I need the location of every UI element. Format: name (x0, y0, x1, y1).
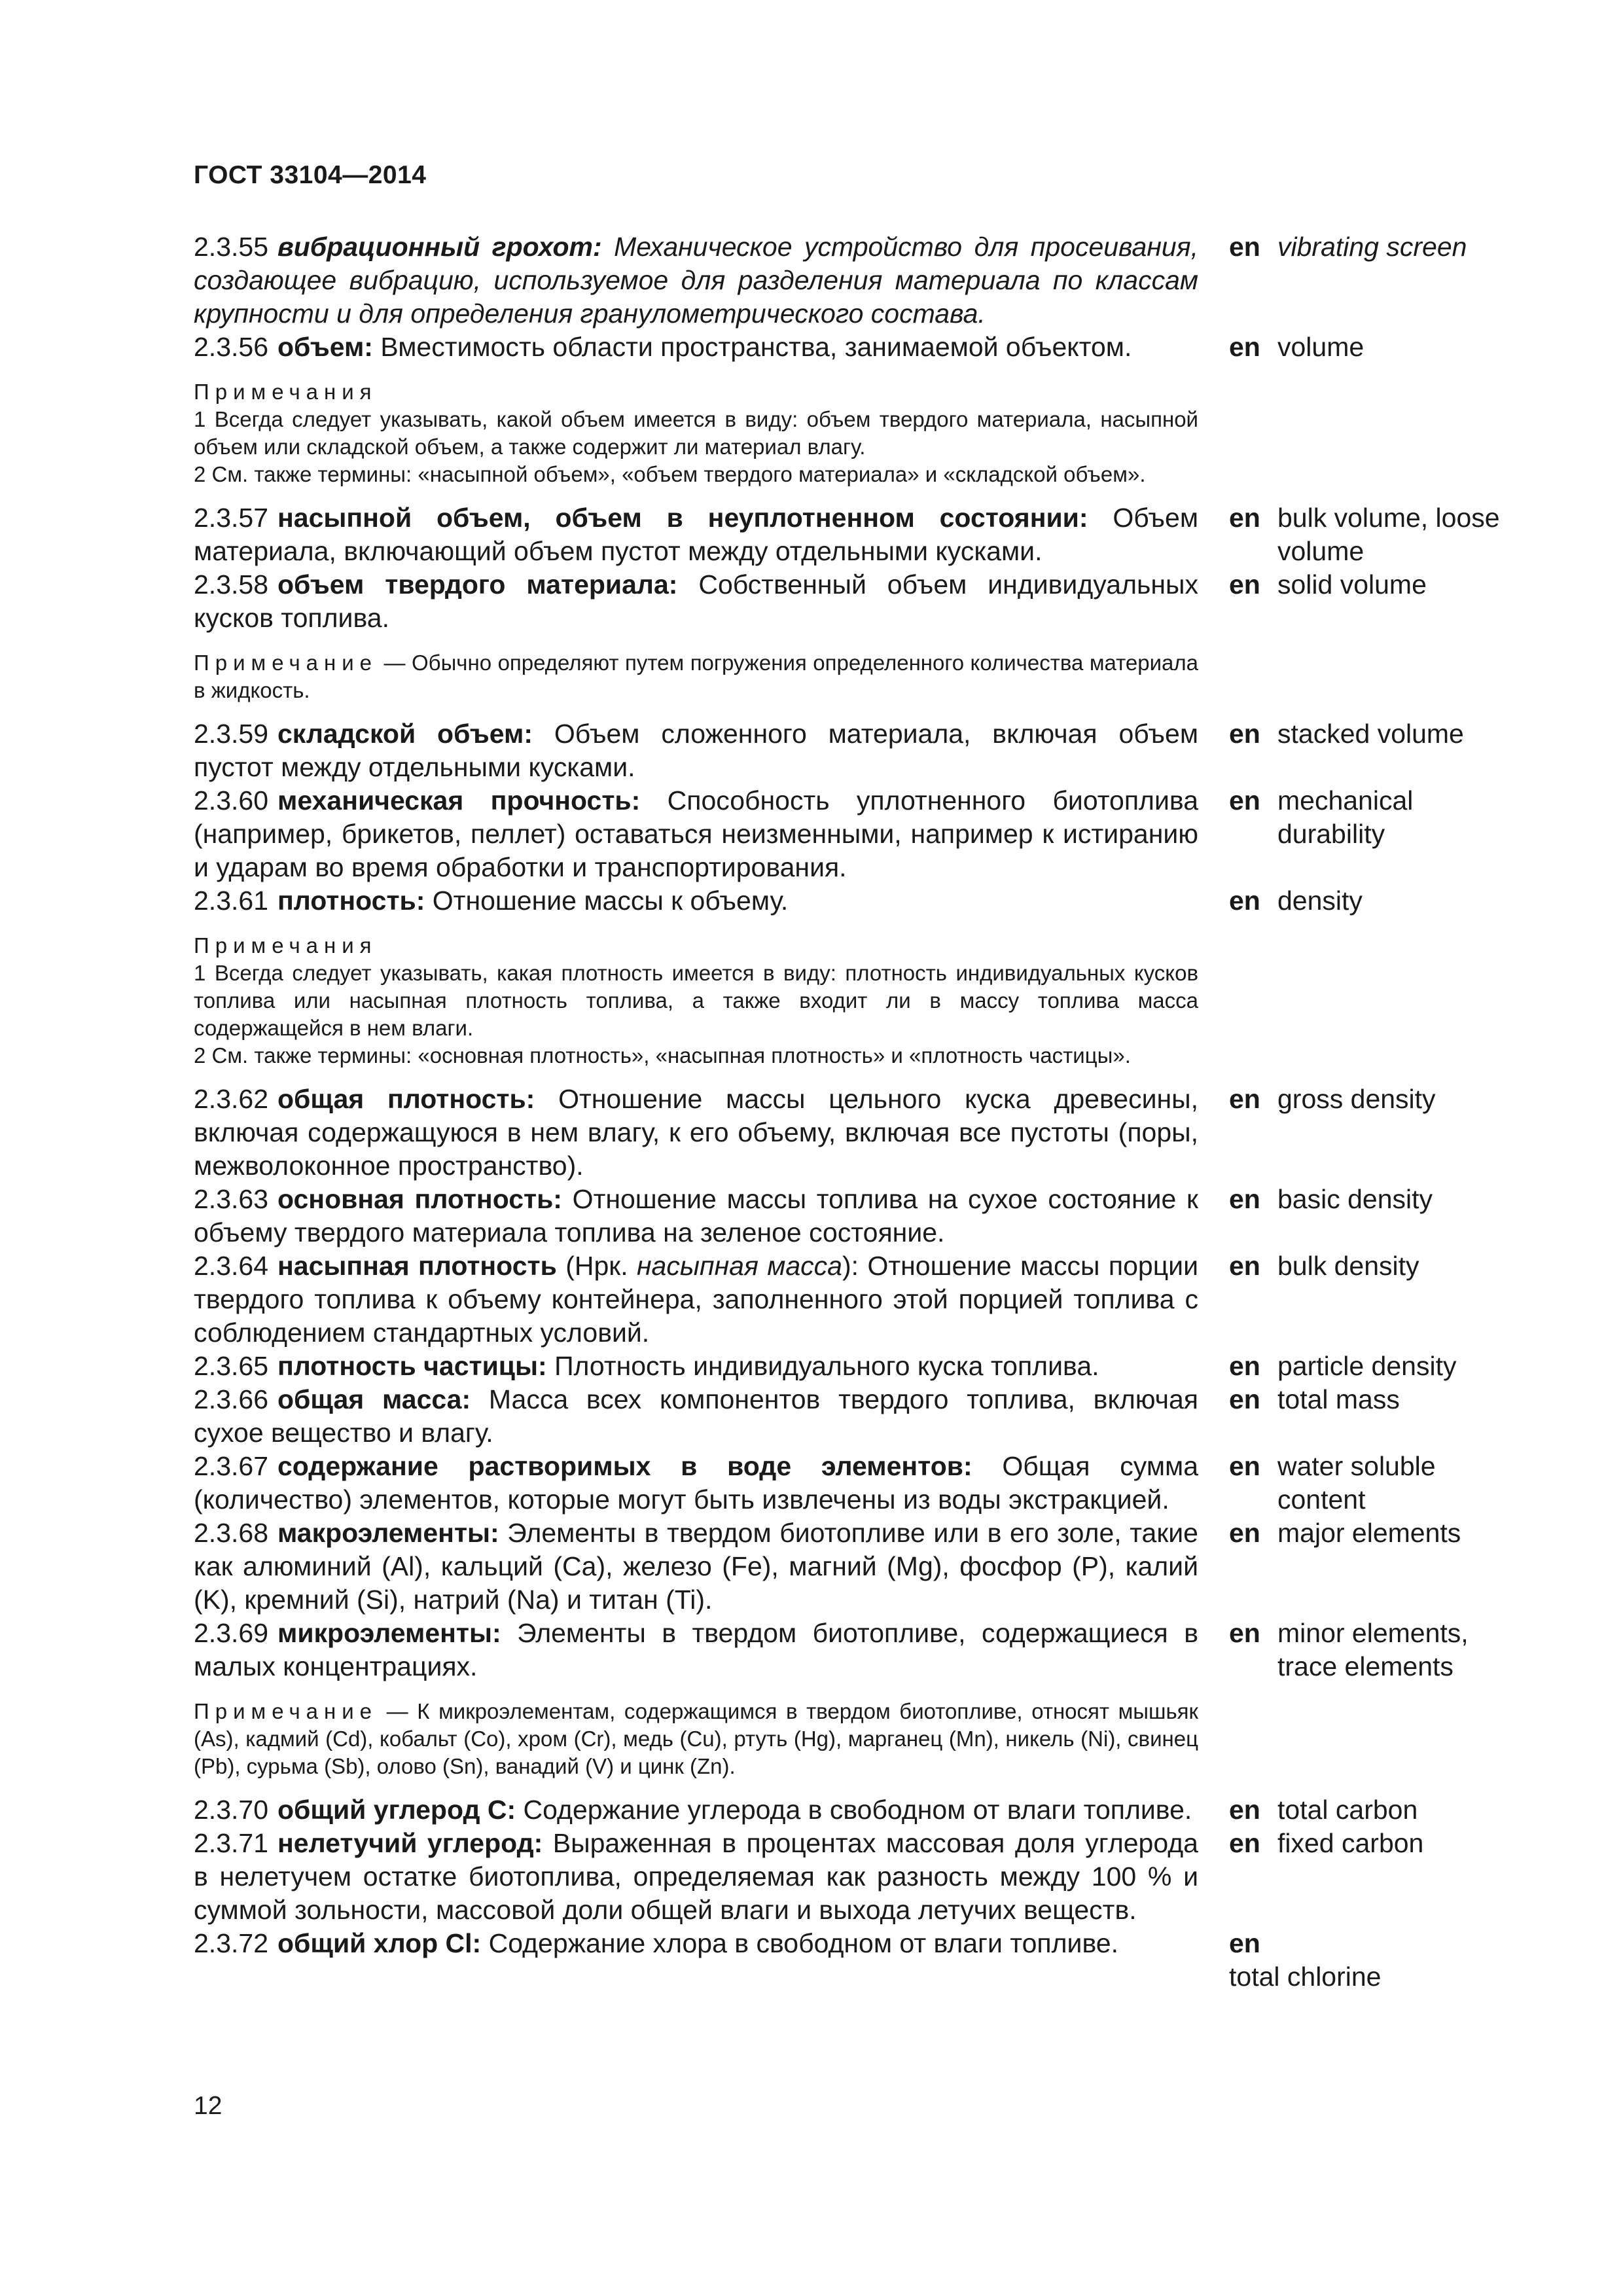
english-equivalent (1229, 331, 1517, 364)
term-text (194, 884, 1198, 918)
term-definition: Собственный объем индивидуальных кусков топлива. (194, 569, 1198, 633)
english-term: mechanical durability (1277, 785, 1414, 849)
term-entry (194, 1450, 1516, 1516)
language-code: en (1229, 332, 1260, 362)
note-line: 1 Всегда следует указывать, какая плотность имеется в виду: плотность индивидуальных кусков топлива или насыпная плотность топлива, а также входит ли в массу топлива масса содержащейся в нем влаги. (194, 961, 1198, 1040)
language-code: en (1229, 1795, 1260, 1825)
term-number: 2.3.66 (194, 1384, 268, 1414)
term-text (194, 1827, 1198, 1927)
english-equivalent (1229, 1827, 1517, 1860)
term-number: 2.3.58 (194, 569, 268, 600)
term-number: 2.3.61 (194, 886, 268, 916)
term-definition: Выраженная в процентах массовая доля углерода в нелетучем остатке биотоплива, определяемая как разность между 100 % и суммой зольности, массовой доли общей влаги и выхода летучих веществ. (194, 1828, 1198, 1925)
note-line: 2 См. также термины: «насыпной объем», «объем твердого материала» и «складской объем». (194, 462, 1146, 486)
term-definition: Плотность индивидуального куска топлива. (546, 1351, 1099, 1381)
page-number: 12 (194, 2092, 223, 2120)
note-label: Примечания (194, 380, 378, 404)
language-code: en (1229, 719, 1260, 749)
english-equivalent (1229, 1793, 1517, 1827)
language-code: en (1229, 1251, 1260, 1281)
term-text (194, 1450, 1198, 1516)
english-equivalent (1229, 1516, 1517, 1550)
term-number: 2.3.65 (194, 1351, 268, 1381)
english-equivalent (1229, 1083, 1517, 1116)
english-term: major elements (1277, 1518, 1461, 1548)
term-text (194, 784, 1198, 884)
english-term: volume (1277, 332, 1364, 362)
english-equivalent (1229, 1927, 1517, 1994)
english-equivalent (1229, 1383, 1517, 1416)
term-name: насыпная плотность (277, 1251, 557, 1281)
language-code: en (1229, 785, 1260, 816)
term-number: 2.3.67 (194, 1451, 268, 1481)
term-text (194, 331, 1198, 364)
english-equivalent (1229, 1183, 1517, 1216)
english-term: bulk volume, loose volume (1277, 503, 1500, 566)
term-text (194, 1249, 1198, 1350)
english-equivalent (1229, 501, 1517, 568)
term-definition: Отношение массы топлива на сухое состояние к объему твердого материала топлива на зеленое состояние. (194, 1184, 1198, 1247)
document-header: ГОСТ 33104—2014 (194, 161, 427, 189)
english-term: total mass (1277, 1384, 1400, 1414)
term-entry (194, 717, 1516, 784)
term-definition: Общая сумма (количество) элементов, которые могут быть извлечены из воды экстракцией. (194, 1451, 1198, 1515)
term-definition: Способность уплотненного биотоплива (например, брикетов, пеллет) оставаться неизменными, например к истиранию и ударам во время обработки и транспортирования. (194, 785, 1198, 882)
english-term: total carbon (1277, 1795, 1418, 1825)
term-definition: Элементы в твердом биотопливе, содержащиеся в малых концентрациях. (194, 1618, 1198, 1681)
language-code: en (1229, 1184, 1260, 1214)
term-definition-prefix: (Нрк. (556, 1251, 637, 1281)
term-number: 2.3.71 (194, 1828, 268, 1858)
term-number: 2.3.56 (194, 332, 268, 362)
language-code: en (1229, 1518, 1260, 1548)
term-entry (194, 1383, 1516, 1450)
english-equivalent (1229, 717, 1517, 751)
term-note (194, 932, 1198, 1069)
term-number: 2.3.70 (194, 1795, 268, 1825)
term-entry (194, 1617, 1516, 1683)
term-definition: Отношение массы цельного куска древесины, включая содержащуюся в нем влагу, к его объему, включая все пустоты (поры, межволоконное пространство). (194, 1084, 1198, 1181)
english-equivalent (1229, 230, 1517, 264)
term-nonrecommended: насыпная масса (637, 1251, 842, 1281)
term-text (194, 501, 1198, 568)
english-term: vibrating screen (1277, 232, 1467, 262)
term-entry (194, 884, 1516, 918)
term-entry (194, 784, 1516, 884)
english-term: bulk density (1277, 1251, 1419, 1281)
term-name: микроэлементы: (277, 1618, 501, 1648)
language-code: en (1229, 1384, 1260, 1414)
english-term: minor elements, trace elements (1277, 1618, 1469, 1681)
term-text (194, 1793, 1198, 1827)
term-entry (194, 1793, 1516, 1827)
english-term: water soluble content (1277, 1451, 1436, 1515)
term-name: складской объем: (277, 719, 533, 749)
term-definition: Механическое устройство для просеивания, создающее вибрацию, используемое для разделения материала по классам крупности и для определения гранулометрического состава. (194, 232, 1199, 329)
term-definition: Объем сложенного материала, включая объем пустот между отдельными кусками. (194, 719, 1199, 782)
language-code: en (1229, 1451, 1260, 1481)
english-equivalent (1229, 884, 1517, 918)
english-term: particle density (1277, 1351, 1457, 1381)
note-line: 1 Всегда следует указывать, какой объем имеется в виду: объем твердого материала, насыпной объем или складской объем, а также содержит ли материал влагу. (194, 407, 1198, 459)
term-name: общая плотность: (277, 1084, 535, 1114)
term-number: 2.3.63 (194, 1184, 268, 1214)
term-definition: Отношение массы к объему. (425, 886, 789, 916)
term-number: 2.3.55 (194, 232, 268, 262)
term-entry (194, 501, 1516, 568)
term-name: объем: (277, 332, 373, 362)
term-definition: ): Отношение массы порции твердого топлива к объему контейнера, заполненного этой порцией топлива с соблюдением стандартных условий. (194, 1251, 1198, 1348)
term-entry (194, 568, 1516, 635)
term-number: 2.3.72 (194, 1928, 268, 1958)
term-text (194, 717, 1198, 784)
note-line: 2 См. также термины: «основная плотность», «насыпная плотность» и «плотность частицы». (194, 1043, 1131, 1067)
language-code: en (1229, 886, 1260, 916)
term-number: 2.3.57 (194, 503, 268, 533)
term-text (194, 1516, 1198, 1617)
term-entry (194, 1350, 1516, 1383)
english-equivalent (1229, 1350, 1517, 1383)
term-definition: Содержание углерода в свободном от влаги топливе. (516, 1795, 1192, 1825)
term-entry (194, 1927, 1516, 1992)
term-text (194, 1350, 1198, 1383)
term-name: механическая прочность: (277, 785, 641, 816)
term-name: нелетучий углерод: (277, 1828, 543, 1858)
term-name: объем твердого материала: (277, 569, 678, 600)
term-entry (194, 1083, 1516, 1183)
language-code: en (1229, 232, 1260, 262)
language-code: en (1229, 1618, 1260, 1648)
english-equivalent (1229, 784, 1517, 851)
language-code: en (1229, 1351, 1260, 1381)
language-code: en (1229, 1828, 1260, 1858)
term-number: 2.3.59 (194, 719, 268, 749)
term-note (194, 649, 1198, 704)
term-definition: Содержание хлора в свободном от влаги топливе. (481, 1928, 1118, 1958)
term-note (194, 378, 1198, 488)
note-label: Примечания (194, 933, 378, 958)
term-definition: Элементы в твердом биотопливе или в его золе, такие как алюминий (Al), кальций (Ca), железо (Fe), магний (Mg), фосфор (P), калий (K), кремний (Si), натрий (Na) и титан (Ti). (194, 1518, 1198, 1615)
term-text (194, 1617, 1198, 1683)
term-number: 2.3.64 (194, 1251, 268, 1281)
term-name: плотность частицы: (277, 1351, 547, 1381)
term-entry (194, 1516, 1516, 1617)
term-entry (194, 230, 1516, 331)
term-definition: Масса всех компонентов твердого топлива, включая сухое вещество и влагу. (194, 1384, 1198, 1448)
term-text (194, 568, 1198, 635)
term-name: плотность: (277, 886, 425, 916)
terms-list (194, 230, 1516, 1992)
language-code: en (1229, 1084, 1260, 1114)
english-term: fixed carbon (1277, 1828, 1424, 1858)
term-name: общий хлор Cl: (277, 1928, 482, 1958)
term-entry (194, 1827, 1516, 1927)
term-name: насыпной объем, объем в неуплотненном состоянии: (277, 503, 1088, 533)
english-term: stacked volume (1277, 719, 1464, 749)
term-text (194, 1383, 1198, 1450)
english-equivalent (1229, 1617, 1517, 1683)
note-label: Примечание (194, 1699, 378, 1723)
english-term: gross density (1277, 1084, 1436, 1114)
term-text (194, 1183, 1198, 1249)
term-entry (194, 331, 1516, 364)
language-code: en (1229, 569, 1260, 600)
english-term: density (1277, 886, 1363, 916)
term-name: общий углерод С: (277, 1795, 516, 1825)
note-label: Примечание (194, 651, 378, 675)
term-name: общая масса: (277, 1384, 471, 1414)
term-number: 2.3.68 (194, 1518, 268, 1548)
term-name: основная плотность: (277, 1184, 562, 1214)
term-text (194, 1927, 1198, 1960)
term-number: 2.3.62 (194, 1084, 268, 1114)
term-definition: Объем материала, включающий объем пустот между отдельными кусками. (194, 503, 1199, 566)
term-text (194, 1083, 1198, 1183)
english-equivalent (1229, 1249, 1517, 1283)
note-text: — К микроэлементам, содержащимся в твердом биотопливе, относят мышьяк (As), кадмий (Cd), кобальт (Co), хром (Cr), медь (Cu), ртуть (Hg), марганец (Mn), никель (Ni), свинец (Pb), сурьма (Sb), олово (Sn), ванадий (V) и цинк (Zn). (194, 1699, 1198, 1778)
term-number: 2.3.60 (194, 785, 268, 816)
language-code: en (1229, 1928, 1260, 1958)
language-code: en (1229, 503, 1260, 533)
term-note (194, 1698, 1198, 1780)
english-term: total chlorine (1229, 1962, 1382, 1992)
term-entry (194, 1183, 1516, 1249)
english-equivalent (1229, 1450, 1517, 1516)
english-equivalent (1229, 568, 1517, 601)
term-name: вибрационный грохот: (277, 232, 602, 262)
term-name: макроэлементы: (277, 1518, 499, 1548)
term-text (194, 230, 1198, 331)
term-definition: Вместимость области пространства, занимаемой объектом. (372, 332, 1132, 362)
term-name: содержание растворимых в воде элементов: (277, 1451, 972, 1481)
note-text: — Обычно определяют путем погружения определенного количества материала в жидкость. (194, 651, 1198, 702)
term-entry (194, 1249, 1516, 1350)
term-number: 2.3.69 (194, 1618, 268, 1648)
english-term: solid volume (1277, 569, 1427, 600)
english-term: basic density (1277, 1184, 1433, 1214)
